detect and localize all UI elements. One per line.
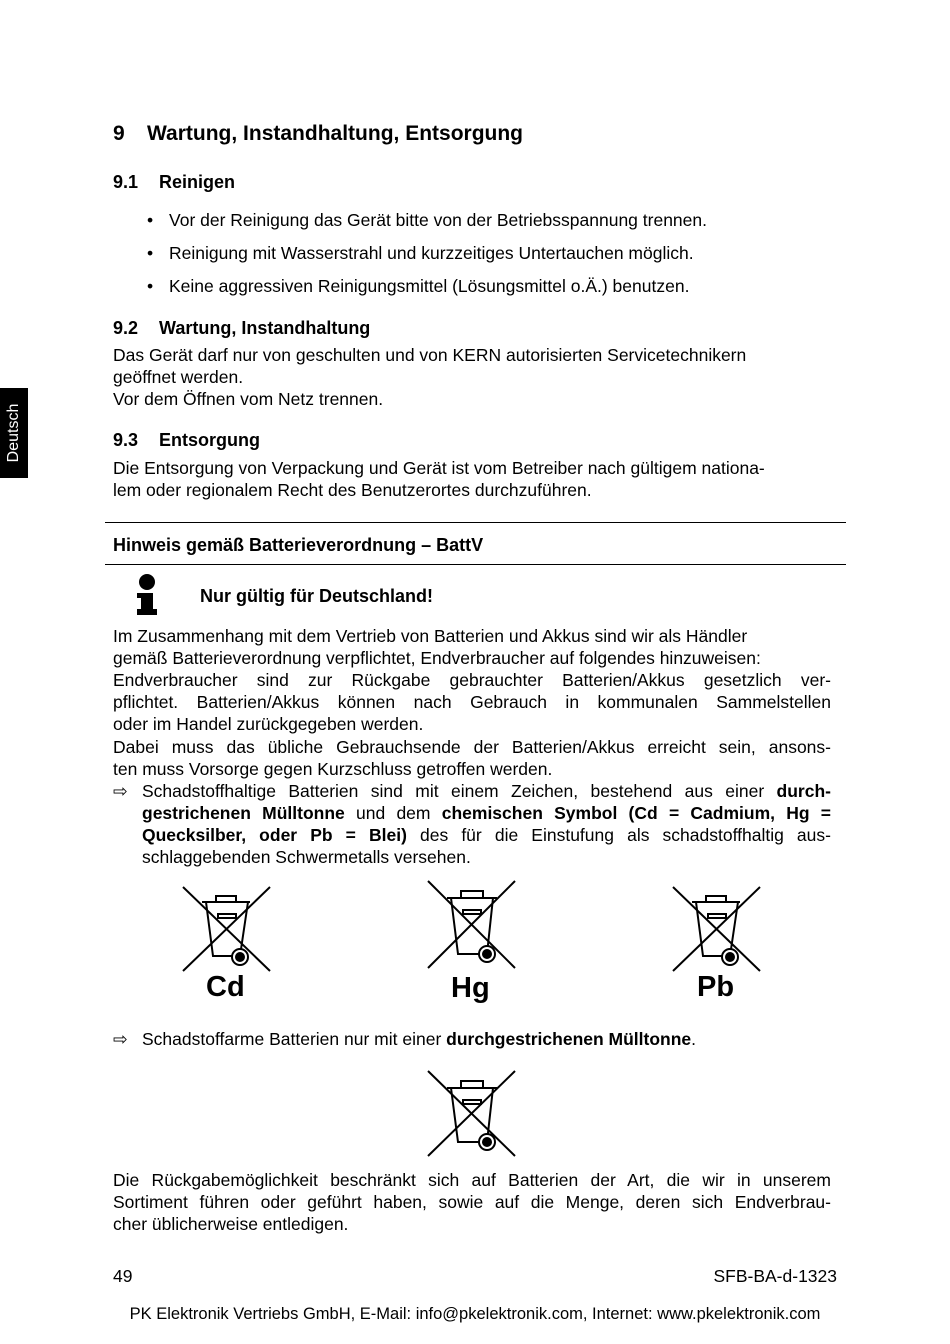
- language-side-tab: [0, 388, 28, 478]
- text-line: Endverbraucher sind zur Rückgabe gebrauchter Batterien/Akkus gesetzlich ver-: [113, 670, 831, 690]
- symbol-label-cd: Cd: [206, 971, 245, 1003]
- crossed-bin-icon: [425, 878, 519, 972]
- text-line: Das Gerät darf nur von geschulten und von KERN autorisierten Servicetechnikern: [113, 345, 747, 365]
- subsection-number-cleaning: 9.1: [113, 172, 139, 192]
- symbol-label-pb: Pb: [697, 971, 735, 1003]
- text-line: lem oder regionalem Recht des Benutzerortes durchzuführen.: [113, 480, 592, 500]
- text-line: pflichtet. Batterien/Akkus können nach Gebrauch in kommunalen Sammelstellen: [113, 692, 831, 712]
- arrow-icon: ⇨: [113, 781, 128, 801]
- text-line: gestrichenen Mülltonne und dem chemischen Symbol (Cd = Cadmium, Hg =: [142, 803, 832, 823]
- section-title: Wartung, Instandhaltung, Entsorgung: [147, 122, 524, 145]
- subsection-title-cleaning: Reinigen: [159, 172, 236, 192]
- language-tab-label: Deutsch: [5, 403, 22, 463]
- text-line: Schadstoffarme Batterien nur mit einer durchgestrichenen Mülltonne.: [142, 1029, 697, 1049]
- text-line: gemäß Batterieverordnung verpflichtet, Endverbraucher auf folgendes hinzuweisen:: [113, 648, 761, 668]
- subsection-title-maintenance: Wartung, Instandhaltung: [159, 318, 371, 338]
- notice-heading: Hinweis gemäß Batterieverordnung – BattV: [113, 535, 484, 555]
- document-code: SFB-BA-d-1323: [713, 1266, 837, 1286]
- text-line: Im Zusammenhang mit dem Vertrieb von Batterien und Akkus sind wir als Händler: [113, 626, 748, 646]
- symbol-label-hg: Hg: [451, 972, 490, 1004]
- arrow-icon: ⇨: [113, 1029, 128, 1049]
- subsection-number-disposal: 9.3: [113, 430, 139, 450]
- subsection-number-maintenance: 9.2: [113, 318, 139, 338]
- text-line: geöffnet werden.: [113, 367, 244, 387]
- text-line: Quecksilber, oder Pb = Blei) des für die Einstufung als schadstoffhaltig aus-: [142, 825, 831, 845]
- text-line: Sortiment führen oder geführt haben, sowie auf die Menge, deren sich Endverbrau-: [113, 1192, 831, 1212]
- text-line: Die Entsorgung von Verpackung und Gerät ist vom Betreiber nach gültigem nationa-: [113, 458, 765, 478]
- text-line: Die Rückgabemöglichkeit beschränkt sich auf Batterien der Art, die wir in unserem: [113, 1170, 831, 1190]
- crossed-bin-icon: [180, 884, 274, 974]
- text-line: Vor dem Öffnen vom Netz trennen.: [113, 389, 384, 409]
- crossed-bin-icon: [425, 1068, 519, 1160]
- divider-bottom: [105, 564, 846, 565]
- subsection-title-disposal: Entsorgung: [159, 430, 260, 450]
- text-line: Schadstoffhaltige Batterien sind mit einem Zeichen, bestehend aus einer durch-: [142, 781, 831, 801]
- section-number: 9: [113, 122, 125, 145]
- divider-top: [105, 522, 846, 523]
- text-line: oder im Handel zurückgegeben werden.: [113, 714, 424, 734]
- text-line: schlaggebenden Schwermetalls versehen.: [142, 847, 471, 867]
- footer-company: PK Elektronik Vertriebs GmbH, E-Mail: info@pkelektronik.com, Internet: www.pkelektronik.com: [129, 1305, 821, 1323]
- page-number: 49: [113, 1266, 133, 1286]
- text-line: Dabei muss das übliche Gebrauchsende der Batterien/Akkus erreicht sein, ansons-: [113, 737, 831, 757]
- text-line: ten muss Vorsorge gegen Kurzschluss getroffen werden.: [113, 759, 553, 779]
- info-note: Nur gültig für Deutschland!: [200, 586, 433, 606]
- crossed-bin-icon: [670, 884, 764, 974]
- info-icon: [132, 573, 162, 617]
- text-line: cher üblicherweise entledigen.: [113, 1214, 349, 1234]
